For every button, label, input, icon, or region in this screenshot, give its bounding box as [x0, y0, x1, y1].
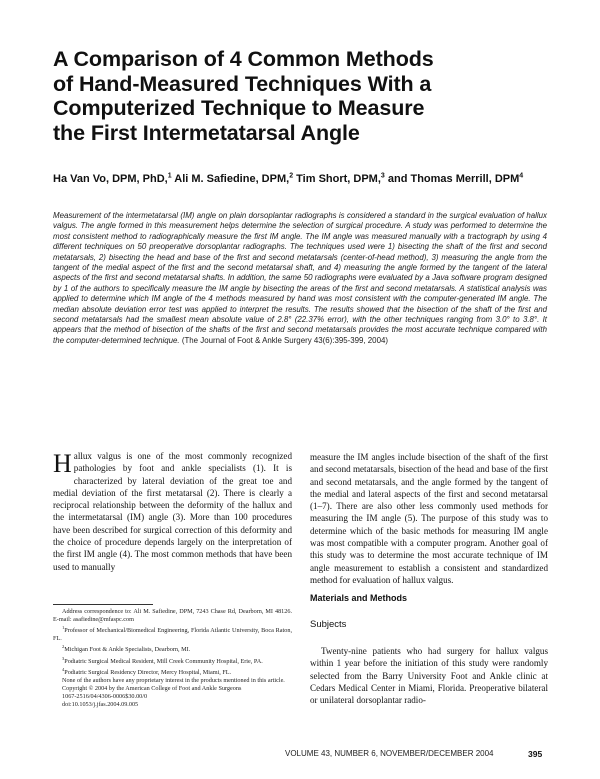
- author-name: Ha Van Vo, DPM, PhD,: [53, 173, 168, 185]
- footnote-doi: doi:10.1053/j.jfas.2004.09.005: [62, 701, 139, 709]
- abstract-text: Measurement of the intermetatarsal (IM) angle on plain dorsoplantar radiographs is considered a standard in the surgical evaluation of hallux valgus. The angle formed in this measurement helps determine the selection of surgical procedure. A study was performed to determine the most consistent method to radiographically measure the first IM angle. The IM angle was measured manually with a tractograph by using 4 different techniques on 50 preoperative dorsoplantar radiographs. The techniques used were 1) bisecting the shaft of the first and second metatarsals, 2) bisecting the head and base of the first and second metatarsals (center-of-head method), 3) measuring the angle from the tangent of the medial aspect of the first and the second metatarsal shaft, and 4) measuring the angle formed by the tangent of the lateral aspects of the first and second metatarsal shafts. In addition, the same 50 radiographs were evaluated by a Java software program designed by 1 of the authors to specifically measure the IM angle by bisecting the areas of the first and second metatarsals. A statistical analysis was applied to determine which IM angle of the 4 methods measured by hand was most consistent with the computer-generated IM angle. The median absolute deviation error test was applied to interpret the results. The results showed that the bisection of the shaft of the first and second metatarsals had the smallest mean absolute value of 2.8° (22.37% error), with the other techniques ranging from 3.0° to 3.8°. It appears that the method of bisection of the shafts of the first and second metatarsals provides the most accurate technique compared with the computer-determined technique.: [53, 211, 547, 345]
- section-heading: Materials and Methods: [310, 593, 408, 603]
- author-affiliation-mark: 2: [289, 172, 294, 180]
- footnote-correspondence: Address correspondence to: Ali M. Safiedine, DPM, 7243 Chase Rd, Dearborn, MI 48126. E-mail: asafiedine@mfaspc.com: [53, 608, 292, 624]
- author-affiliation-mark: 4: [519, 172, 524, 180]
- footnote-affiliation: $^3$Podiatric Surgical Medical Resident, Mill Creek Community Hospital, Erie, PA.: [62, 655, 263, 665]
- author-name: Ali M. Safiedine, DPM,: [171, 173, 290, 185]
- author-name: and Thomas Merrill, DPM: [384, 173, 520, 185]
- title-line: of Hand-Measured Techniques With a: [53, 71, 432, 96]
- footnote-affiliation: $^2$Michigan Foot & Ankle Specialists, Dearborn, MI.: [62, 644, 191, 654]
- footnotes: [53, 608, 292, 709]
- article-title: [53, 47, 553, 145]
- author-name: Tim Short, DPM,: [293, 173, 381, 185]
- footer-journal-info: VOLUME 43, NUMBER 6, NOVEMBER/DECEMBER 2004: [285, 749, 494, 758]
- footnote-affiliation: $^4$Podiatric Surgical Residency Director, Mercy Hospital, Miami, FL.: [62, 666, 232, 676]
- title-line: A Comparison of 4 Common Methods: [53, 47, 434, 71]
- abstract: [53, 211, 547, 346]
- drop-cap: H: [53, 449, 72, 478]
- author-list: [53, 171, 553, 188]
- author-affiliation-mark: 1: [167, 172, 172, 180]
- body-column-right: [310, 451, 548, 586]
- author-affiliation-mark: 3: [380, 172, 385, 180]
- footnote-affiliation: $^1$Professor of Mechanical/Biomedical Engineering, Florida Atlantic University, Boca Raton, FL.: [53, 625, 292, 643]
- subsection-heading: Subjects: [310, 619, 347, 630]
- footnote-interest: None of the authors have any proprietary interest in the products mentioned in this article.: [62, 676, 285, 684]
- title-line: the First Intermetatarsal Angle: [53, 120, 360, 145]
- footnote-divider: [53, 604, 153, 605]
- footnote-issn: 1067-2516/04/4306-0006$30.00/0: [62, 693, 148, 701]
- body-paragraph: allux valgus is one of the most commonly recognized pathologies by foot and ankle specialists (1). It is characterized by lateral deviation of the great toe and medial deviation of the first metatarsal (2). There is clearly a reciprocal relationship between the deformity of the hallux and the intermetatarsal (IM) angle (3). More than 100 procedures have been described for surgical correction of this deformity and the choice of procedure depends largely on the interpretation of the first IM angle (4). The most common methods that have been used to manually: [53, 451, 292, 572]
- body-paragraph: Twenty-nine patients who had surgery for hallux valgus within 1 year before the initiation of this study were randomly selected from the Barry University Foot and Ankle clinic at Cedars Medical Center in Miami, Florida. Preoperative bilateral or unilateral dorsoplantar radio-: [310, 646, 548, 706]
- body-column-left: [53, 450, 292, 573]
- abstract-citation: (The Journal of Foot & Ankle Surgery 43(6):395-399, 2004): [181, 335, 388, 345]
- page-number: 395: [528, 749, 543, 759]
- footnote-copyright: Copyright © 2004 by the American College of Foot and Ankle Surgeons: [62, 685, 242, 692]
- body-paragraph: measure the IM angles include bisection of the shaft of the first and second metatarsals, bisection of the head and base of the first and second metatarsals, and the angle formed by the tangent of the medial and lateral aspects of the first and second metatarsal (1–7). There are also other less commonly used methods for measuring the IM angle (5). The purpose of this study was to determine which of the basic methods for measuring IM angle was most compatible with a computer program. Another goal of this study was to determine the most accurate technique of IM angle measurement to establish a consistent and standardized method for evaluation of hallux valgus.: [310, 452, 548, 585]
- title-line: Computerized Technique to Measure: [53, 96, 425, 120]
